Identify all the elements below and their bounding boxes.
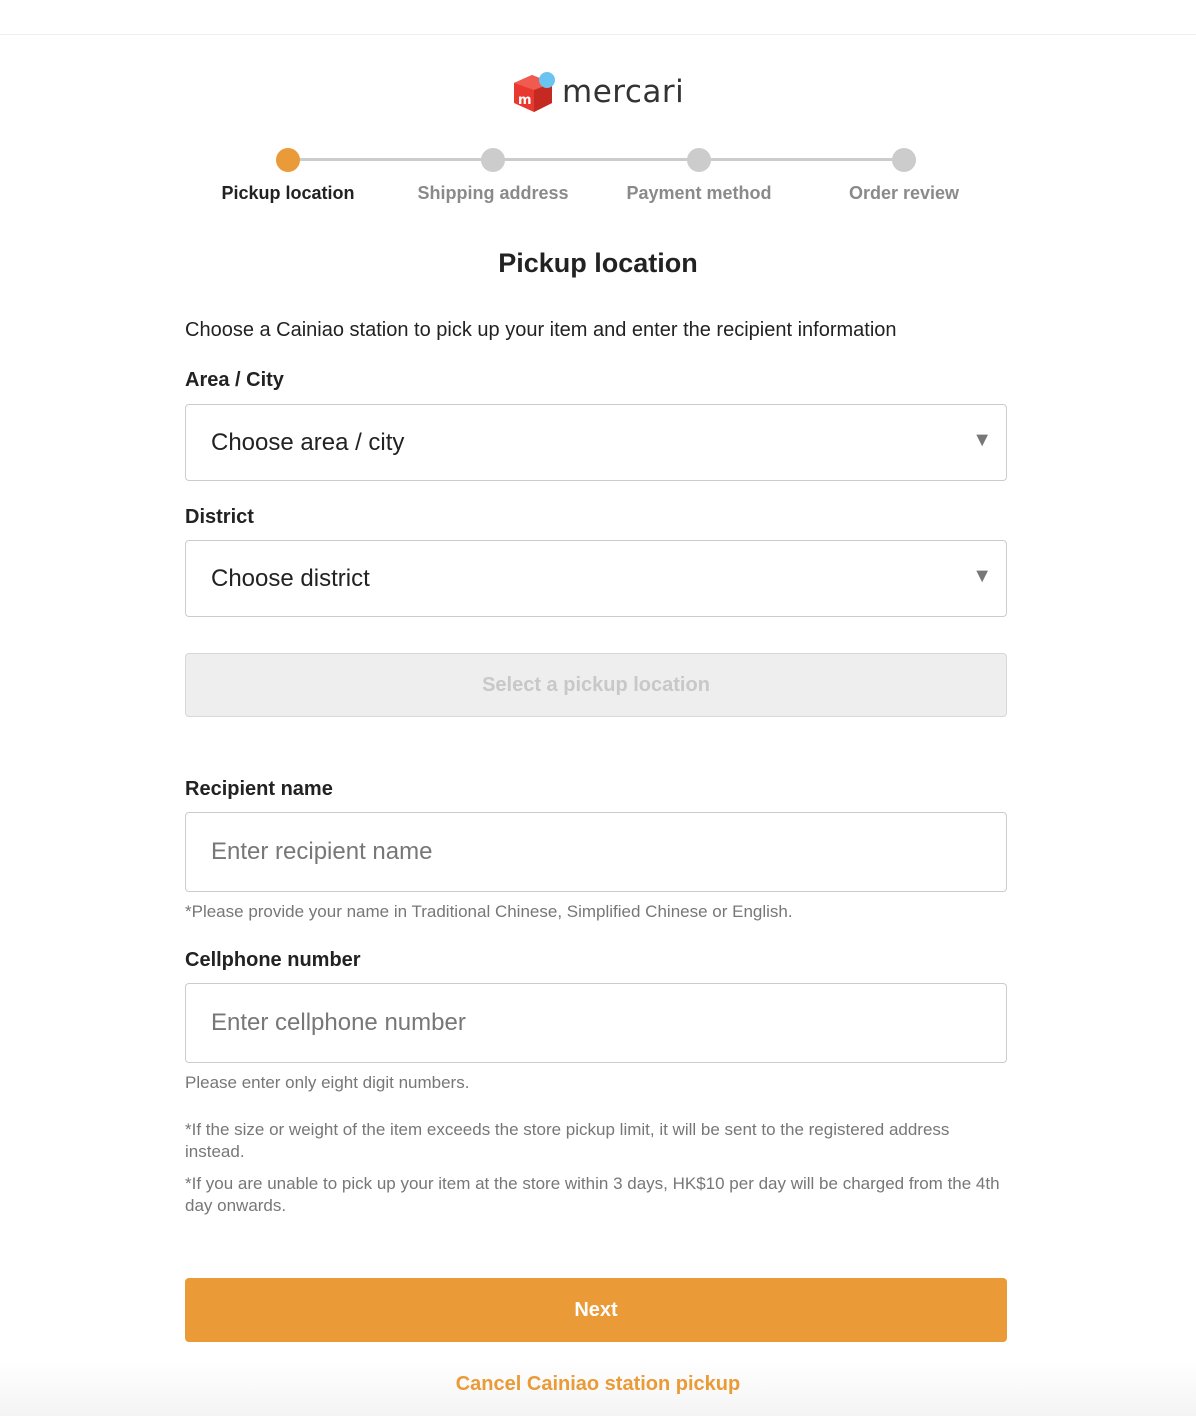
cellphone-input[interactable]	[185, 983, 1007, 1063]
mercari-wordmark: mercari	[562, 74, 685, 110]
checkout-stepper	[0, 145, 1196, 215]
step-label-shipping: Shipping address	[417, 183, 569, 203]
step-dot-payment	[687, 148, 711, 172]
area-select-value: Choose area / city	[211, 428, 405, 456]
step-dot-pickup	[276, 148, 300, 172]
district-select-value: Choose district	[211, 564, 370, 592]
cellphone-label: Cellphone number	[185, 949, 361, 971]
mercari-box-icon	[512, 70, 556, 114]
cancel-cainiao-pickup-link[interactable]: Cancel Cainiao station pickup	[455, 1373, 741, 1395]
step-dot-shipping	[481, 148, 505, 172]
district-select[interactable]	[185, 540, 1007, 617]
step-label-payment: Payment method	[626, 183, 772, 203]
area-label: Area / City	[185, 369, 284, 391]
mercari-logo[interactable]	[512, 70, 684, 114]
step-label-pickup: Pickup location	[221, 183, 355, 203]
recipient-name-label: Recipient name	[185, 778, 333, 800]
step-label-review: Order review	[848, 183, 960, 203]
recipient-name-input[interactable]	[185, 812, 1007, 892]
recipient-name-hint: *Please provide your name in Traditional Chinese, Simplified Chinese or English.	[185, 902, 793, 921]
dropdown-arrow-icon: ▼	[972, 429, 992, 451]
pickup-fee-note: *If you are unable to pick up your item at the store within 3 days, HK$10 per day will be charged from the 4th day onwards.	[185, 1174, 1000, 1215]
svg-text:m: m	[518, 93, 532, 108]
district-label: District	[185, 506, 254, 528]
intro-text: Choose a Cainiao station to pick up your item and enter the recipient information	[185, 319, 897, 341]
top-bar	[0, 0, 1196, 35]
cellphone-hint: Please enter only eight digit numbers.	[185, 1073, 470, 1092]
stepper-track	[288, 158, 904, 161]
next-button[interactable]: Next	[185, 1278, 1007, 1342]
area-select[interactable]	[185, 404, 1007, 481]
step-dot-review	[892, 148, 916, 172]
dropdown-arrow-icon: ▼	[972, 565, 992, 587]
select-pickup-location-button[interactable]: Select a pickup location	[185, 653, 1007, 717]
page-title: Pickup location	[498, 248, 698, 278]
size-limit-note: *If the size or weight of the item exceeds the store pickup limit, it will be sent to the registered address instead.	[185, 1120, 950, 1161]
